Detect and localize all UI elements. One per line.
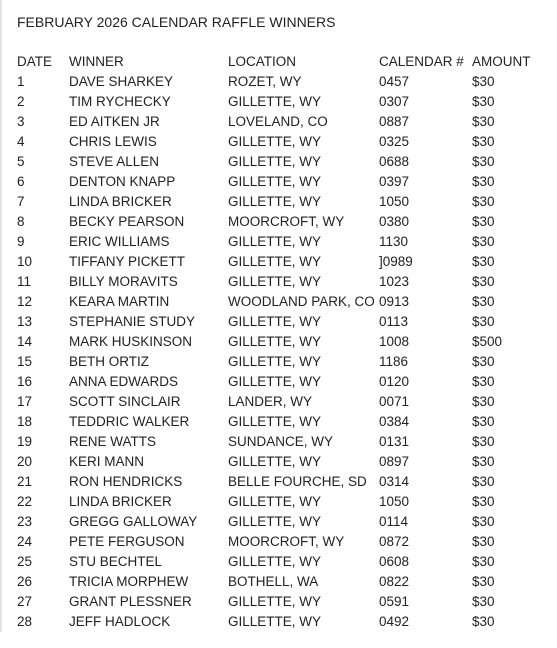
cell-date: 21 bbox=[17, 474, 33, 489]
cell-date: 17 bbox=[17, 394, 33, 409]
left-border bbox=[0, 0, 2, 632]
cell-date: 24 bbox=[17, 534, 33, 549]
cell-calendar: 1186 bbox=[379, 354, 409, 369]
cell-winner: GREGG GALLOWAY bbox=[69, 514, 198, 529]
cell-location: BOTHELL, WA bbox=[228, 574, 319, 589]
cell-calendar: 0314 bbox=[379, 474, 410, 489]
cell-location: GILLETTE, WY bbox=[228, 374, 322, 389]
cell-amount: $30 bbox=[472, 214, 495, 229]
cell-amount: $30 bbox=[472, 274, 495, 289]
cell-location: GILLETTE, WY bbox=[228, 194, 322, 209]
table-row bbox=[17, 612, 542, 632]
cell-winner: SCOTT SINCLAIR bbox=[69, 394, 181, 409]
cell-amount: $30 bbox=[472, 174, 495, 189]
cell-amount: $30 bbox=[472, 294, 495, 309]
cell-location: GILLETTE, WY bbox=[228, 94, 322, 109]
cell-location: GILLETTE, WY bbox=[228, 354, 322, 369]
table-row bbox=[17, 472, 542, 492]
cell-winner: KERI MANN bbox=[69, 454, 145, 469]
header-date: DATE bbox=[17, 54, 53, 69]
cell-location: MOORCROFT, WY bbox=[228, 214, 345, 229]
cell-location: LOVELAND, CO bbox=[228, 114, 328, 129]
cell-amount: $30 bbox=[472, 434, 495, 449]
header-winner: WINNER bbox=[69, 54, 124, 69]
cell-amount: $30 bbox=[472, 514, 495, 529]
cell-winner: STU BECHTEL bbox=[69, 554, 163, 569]
cell-amount: $30 bbox=[472, 194, 495, 209]
table-row bbox=[17, 92, 542, 112]
table-body bbox=[17, 72, 542, 632]
table-header bbox=[17, 52, 542, 72]
cell-amount: $30 bbox=[472, 74, 495, 89]
cell-location: ROZET, WY bbox=[228, 74, 302, 89]
table-row bbox=[17, 392, 542, 412]
cell-amount: $30 bbox=[472, 474, 495, 489]
cell-date: 23 bbox=[17, 514, 33, 529]
cell-calendar: 1050 bbox=[379, 494, 410, 509]
cell-calendar: 0120 bbox=[379, 374, 410, 389]
table-row bbox=[17, 312, 542, 332]
cell-date: 19 bbox=[17, 434, 33, 449]
table-row bbox=[17, 332, 542, 352]
cell-date: 12 bbox=[17, 294, 33, 309]
cell-location: GILLETTE, WY bbox=[228, 454, 322, 469]
cell-winner: TIFFANY PICKETT bbox=[69, 254, 186, 269]
table-row bbox=[17, 512, 542, 532]
table-row bbox=[17, 412, 542, 432]
cell-winner: DENTON KNAPP bbox=[69, 174, 176, 189]
cell-date: 14 bbox=[17, 334, 33, 349]
cell-date: 3 bbox=[17, 114, 25, 129]
table-row bbox=[17, 272, 542, 292]
cell-calendar: 0913 bbox=[379, 294, 410, 309]
cell-amount: $30 bbox=[472, 394, 495, 409]
cell-calendar: 0457 bbox=[379, 74, 410, 89]
cell-winner: ED AITKEN JR bbox=[69, 114, 160, 129]
cell-amount: $30 bbox=[472, 574, 495, 589]
cell-winner: DAVE SHARKEY bbox=[69, 74, 174, 89]
cell-winner: TRICIA MORPHEW bbox=[69, 574, 189, 589]
cell-amount: $30 bbox=[472, 114, 495, 129]
cell-date: 8 bbox=[17, 214, 25, 229]
cell-date: 7 bbox=[17, 194, 25, 209]
cell-date: 28 bbox=[17, 614, 33, 629]
cell-date: 10 bbox=[17, 254, 33, 269]
cell-location: GILLETTE, WY bbox=[228, 174, 322, 189]
header-calendar: CALENDAR # bbox=[379, 54, 464, 69]
cell-calendar: 1008 bbox=[379, 334, 410, 349]
cell-date: 4 bbox=[17, 134, 25, 149]
cell-location: GILLETTE, WY bbox=[228, 154, 322, 169]
cell-calendar: 1023 bbox=[379, 274, 410, 289]
cell-date: 1 bbox=[17, 74, 25, 89]
cell-calendar: 0897 bbox=[379, 454, 410, 469]
table-row bbox=[17, 372, 542, 392]
cell-location: GILLETTE, WY bbox=[228, 554, 322, 569]
cell-calendar: 0492 bbox=[379, 614, 410, 629]
cell-amount: $30 bbox=[472, 494, 495, 509]
cell-calendar: 0380 bbox=[379, 214, 410, 229]
cell-winner: RON HENDRICKS bbox=[69, 474, 183, 489]
table-row bbox=[17, 532, 542, 552]
cell-amount: $30 bbox=[472, 314, 495, 329]
cell-location: GILLETTE, WY bbox=[228, 514, 322, 529]
cell-calendar: 1050 bbox=[379, 194, 410, 209]
table-row bbox=[17, 552, 542, 572]
cell-calendar: 0114 bbox=[379, 514, 409, 529]
cell-winner: STEVE ALLEN bbox=[69, 154, 160, 169]
cell-winner: RENE WATTS bbox=[69, 434, 156, 449]
table-row bbox=[17, 492, 542, 512]
cell-amount: $30 bbox=[472, 154, 495, 169]
cell-date: 11 bbox=[17, 274, 32, 289]
cell-location: GILLETTE, WY bbox=[228, 134, 322, 149]
cell-calendar: 0384 bbox=[379, 414, 410, 429]
cell-date: 2 bbox=[17, 94, 25, 109]
cell-location: BELLE FOURCHE, SD bbox=[228, 474, 367, 489]
cell-winner: CHRIS LEWIS bbox=[69, 134, 157, 149]
cell-amount: $30 bbox=[472, 94, 495, 109]
cell-amount: $30 bbox=[472, 554, 495, 569]
table-row bbox=[17, 292, 542, 312]
cell-calendar: 0887 bbox=[379, 114, 410, 129]
cell-winner: LINDA BRICKER bbox=[69, 494, 172, 509]
cell-amount: $30 bbox=[472, 454, 495, 469]
cell-date: 16 bbox=[17, 374, 33, 389]
cell-winner: ANNA EDWARDS bbox=[69, 374, 179, 389]
cell-amount: $500 bbox=[472, 334, 503, 349]
cell-date: 26 bbox=[17, 574, 33, 589]
cell-winner: ERIC WILLIAMS bbox=[69, 234, 170, 249]
table-row bbox=[17, 72, 542, 92]
cell-location: MOORCROFT, WY bbox=[228, 534, 345, 549]
cell-calendar: 0872 bbox=[379, 534, 410, 549]
table-row bbox=[17, 572, 542, 592]
cell-amount: $30 bbox=[472, 234, 495, 249]
cell-location: GILLETTE, WY bbox=[228, 334, 322, 349]
table-row bbox=[17, 252, 542, 272]
cell-calendar: 0591 bbox=[379, 594, 410, 609]
cell-date: 9 bbox=[17, 234, 25, 249]
cell-location: GILLETTE, WY bbox=[228, 414, 322, 429]
table-row bbox=[17, 132, 542, 152]
cell-amount: $30 bbox=[472, 614, 495, 629]
cell-location: GILLETTE, WY bbox=[228, 254, 322, 269]
table-row bbox=[17, 192, 542, 212]
cell-calendar: 0822 bbox=[379, 574, 410, 589]
cell-winner: STEPHANIE STUDY bbox=[69, 314, 196, 329]
cell-winner: GRANT PLESSNER bbox=[69, 594, 192, 609]
page-title: FEBRUARY 2026 CALENDAR RAFFLE WINNERS bbox=[17, 14, 336, 30]
winners-table bbox=[17, 52, 542, 632]
cell-location: GILLETTE, WY bbox=[228, 314, 322, 329]
cell-date: 20 bbox=[17, 454, 33, 469]
cell-calendar: 0325 bbox=[379, 134, 410, 149]
table-row bbox=[17, 112, 542, 132]
cell-date: 22 bbox=[17, 494, 33, 509]
cell-amount: $30 bbox=[472, 254, 495, 269]
cell-winner: TIM RYCHECKY bbox=[69, 94, 171, 109]
cell-winner: TEDDRIC WALKER bbox=[69, 414, 190, 429]
cell-date: 5 bbox=[17, 154, 25, 169]
table-row bbox=[17, 212, 542, 232]
table-row bbox=[17, 452, 542, 472]
cell-location: WOODLAND PARK, CO bbox=[228, 294, 375, 309]
cell-location: SUNDANCE, WY bbox=[228, 434, 334, 449]
cell-calendar: 0307 bbox=[379, 94, 410, 109]
cell-calendar: 0397 bbox=[379, 174, 410, 189]
cell-date: 13 bbox=[17, 314, 33, 329]
cell-winner: KEARA MARTIN bbox=[69, 294, 170, 309]
cell-date: 6 bbox=[17, 174, 25, 189]
cell-location: GILLETTE, WY bbox=[228, 234, 322, 249]
cell-winner: BETH ORTIZ bbox=[69, 354, 150, 369]
header-amount: AMOUNT bbox=[472, 54, 531, 69]
cell-date: 18 bbox=[17, 414, 33, 429]
table-row bbox=[17, 592, 542, 612]
table-row bbox=[17, 232, 542, 252]
cell-calendar: 0688 bbox=[379, 154, 410, 169]
cell-date: 15 bbox=[17, 354, 33, 369]
table-row bbox=[17, 152, 542, 172]
cell-amount: $30 bbox=[472, 594, 495, 609]
cell-winner: BECKY PEARSON bbox=[69, 214, 185, 229]
table-row bbox=[17, 432, 542, 452]
cell-winner: JEFF HADLOCK bbox=[69, 614, 171, 629]
table-row bbox=[17, 352, 542, 372]
cell-date: 27 bbox=[17, 594, 33, 609]
cell-calendar: 1130 bbox=[379, 234, 409, 249]
cell-calendar: 0608 bbox=[379, 554, 410, 569]
header-location: LOCATION bbox=[228, 54, 297, 69]
cell-location: GILLETTE, WY bbox=[228, 614, 322, 629]
cell-date: 25 bbox=[17, 554, 33, 569]
cell-winner: PETE FERGUSON bbox=[69, 534, 185, 549]
cell-winner: LINDA BRICKER bbox=[69, 194, 172, 209]
header-row bbox=[17, 52, 542, 72]
cell-calendar: ]0989 bbox=[379, 254, 413, 269]
cell-amount: $30 bbox=[472, 134, 495, 149]
cell-calendar: 0131 bbox=[379, 434, 410, 449]
cell-location: GILLETTE, WY bbox=[228, 594, 322, 609]
table-row bbox=[17, 172, 542, 192]
cell-calendar: 0071 bbox=[379, 394, 410, 409]
cell-winner: MARK HUSKINSON bbox=[69, 334, 193, 349]
cell-amount: $30 bbox=[472, 374, 495, 389]
cell-location: GILLETTE, WY bbox=[228, 274, 322, 289]
cell-amount: $30 bbox=[472, 354, 495, 369]
cell-location: LANDER, WY bbox=[228, 394, 313, 409]
cell-calendar: 0113 bbox=[379, 314, 409, 329]
cell-amount: $30 bbox=[472, 414, 495, 429]
cell-amount: $30 bbox=[472, 534, 495, 549]
cell-winner: BILLY MORAVITS bbox=[69, 274, 178, 289]
cell-location: GILLETTE, WY bbox=[228, 494, 322, 509]
